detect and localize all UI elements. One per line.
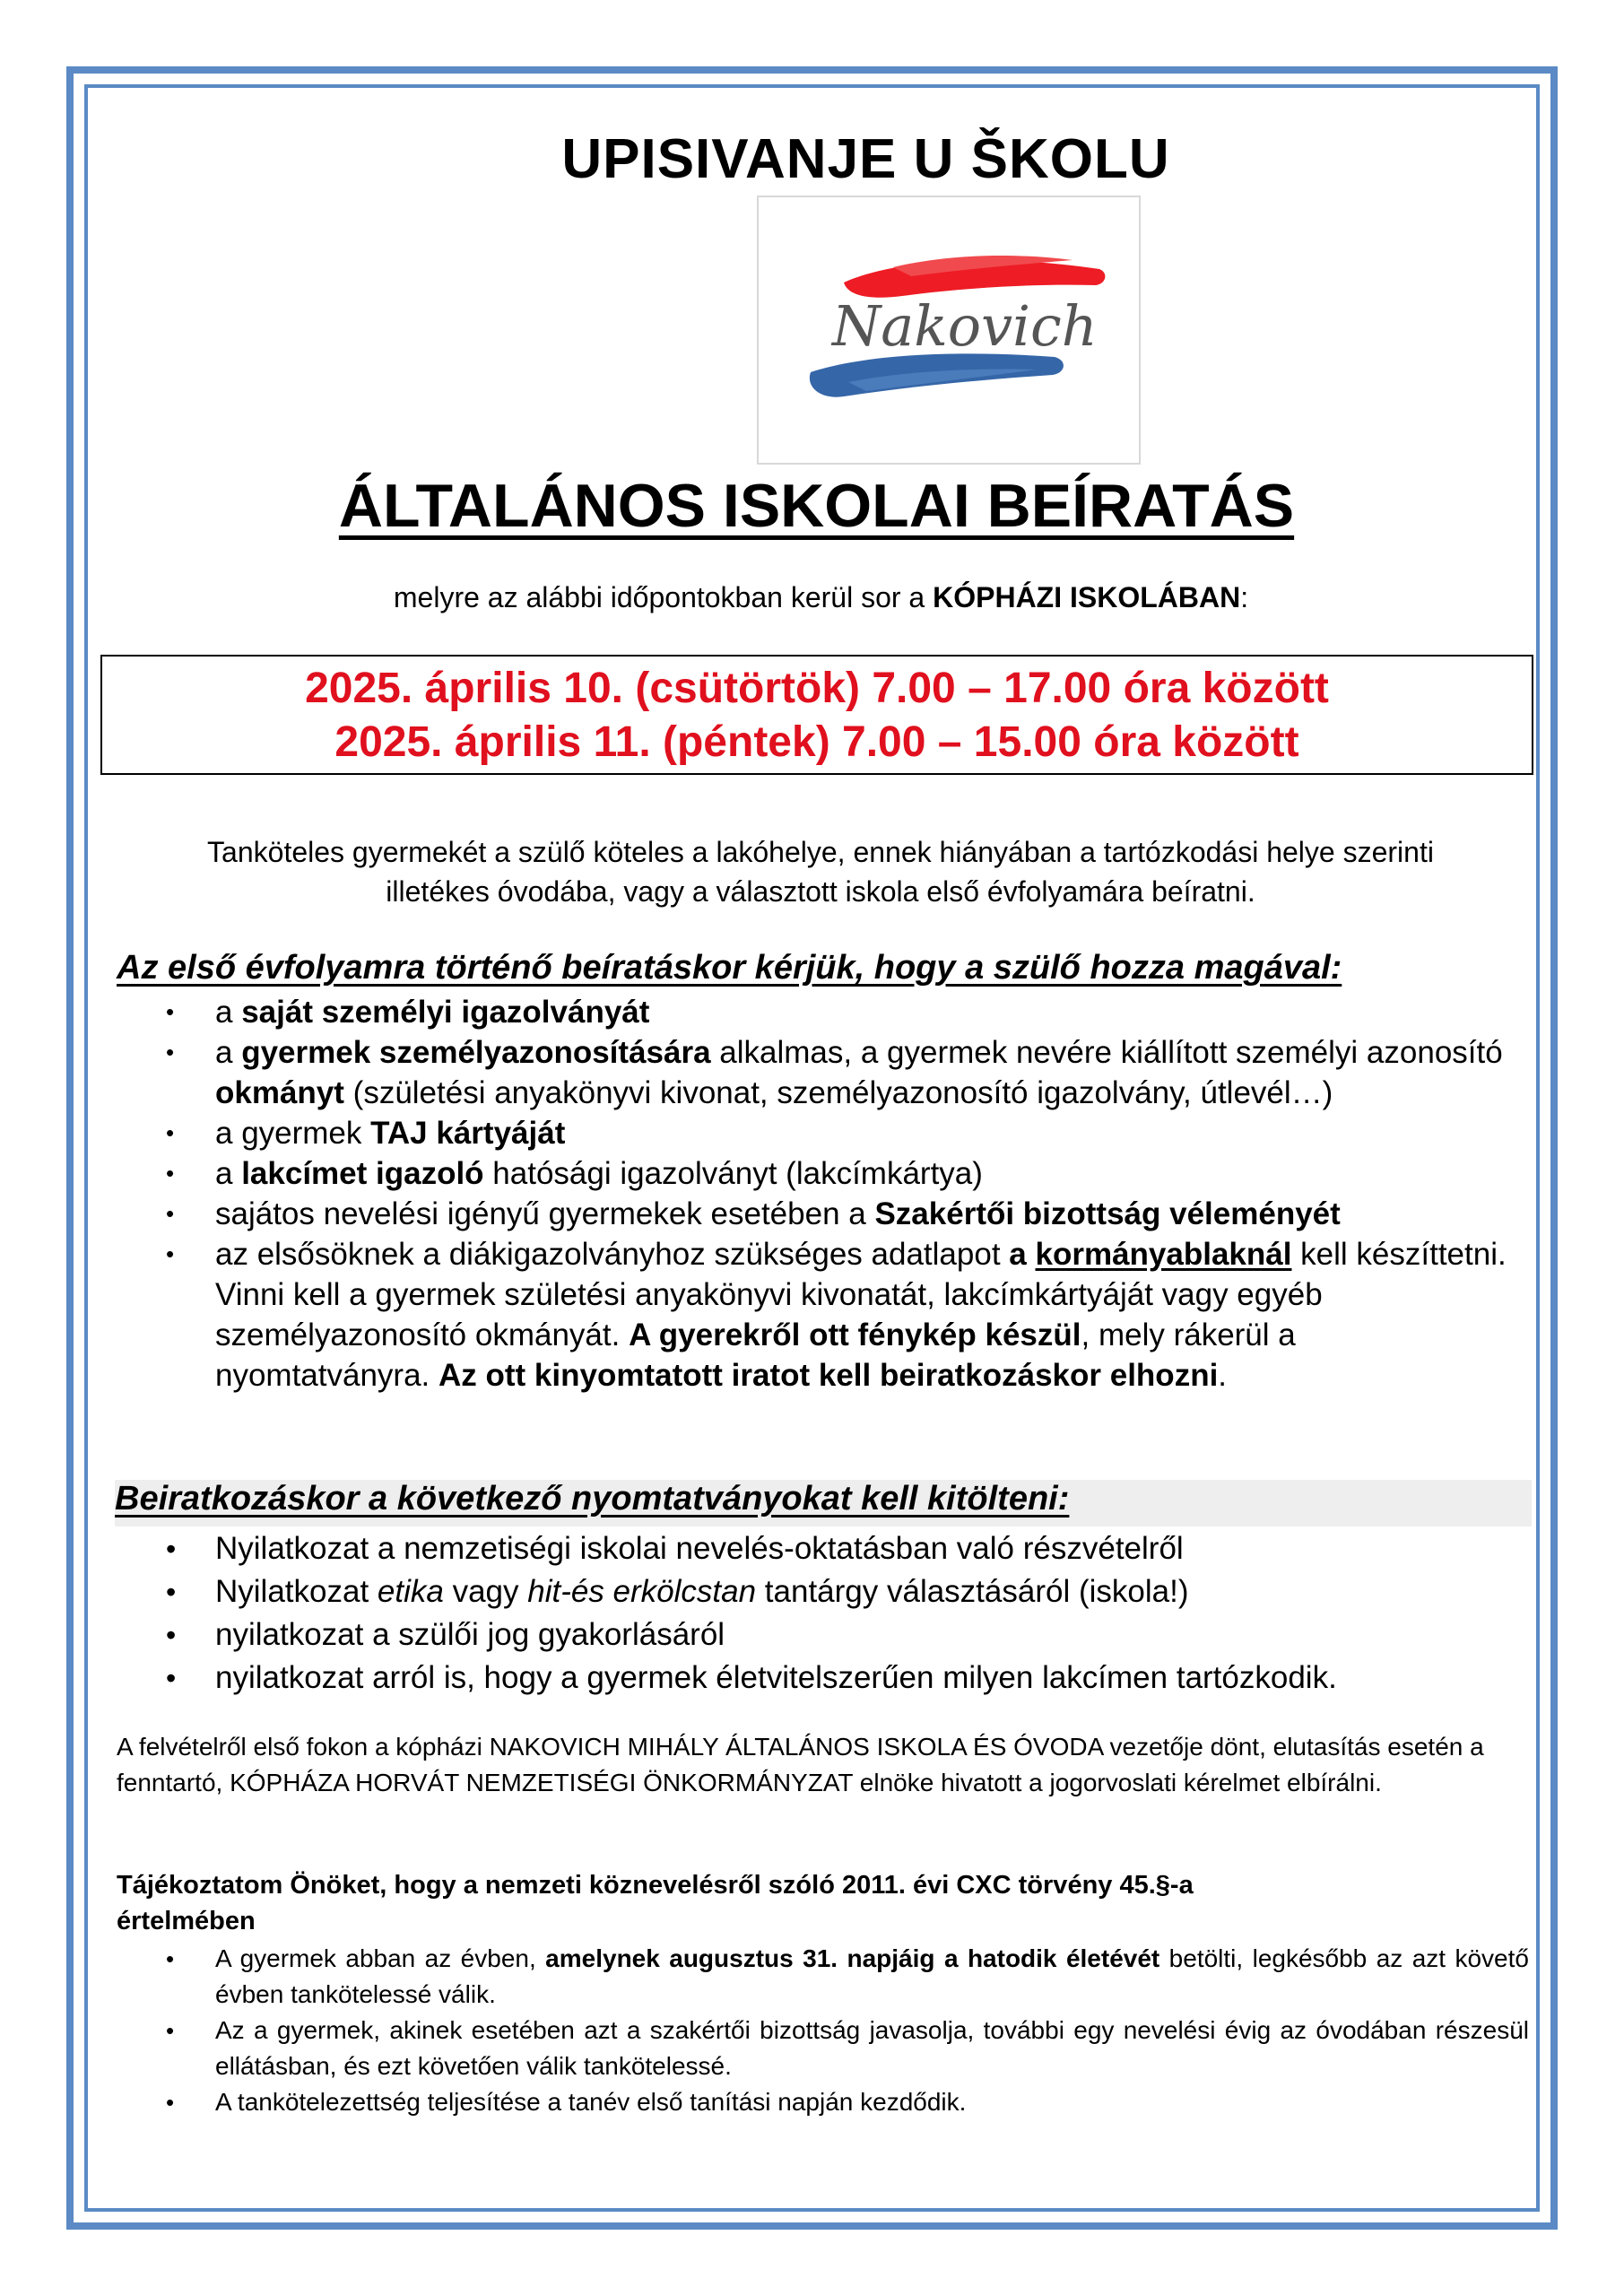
top-title: UPISIVANJE U ŠKOLU	[561, 128, 1170, 190]
list-item: • az elsősöknek a diákigazolványhoz szükséges adatlapot a kormányablaknál kell készíttetni. Vinni kell a gyermek születési anyakönyvi kivonatát, lakcímkártyáját vagy egyéb személyazonosító okmányát. A gyerekről ott fénykép készül, mely rákerül a nyomtatványra. Az ott kinyomtatott iratot kell beiratkozáskor elhozni.	[117, 1234, 1515, 1396]
list-item: • nyilatkozat arról is, hogy a gyermek életvitelszerűen milyen lakcímen tartózkodik.	[117, 1657, 1515, 1700]
list-item: • nyilatkozat a szülői jog gyakorlásáról	[117, 1613, 1515, 1657]
school-logo	[757, 196, 1141, 465]
list-item: • Nyilatkozat a nemzetiségi iskolai nevelés-oktatásban való részvételről	[117, 1527, 1515, 1570]
list-item: • Nyilatkozat etika vagy hit-és erkölcstan tantárgy választásáról (iskola!)	[117, 1570, 1515, 1613]
forms-list	[117, 1527, 1515, 1700]
required-documents-list	[117, 992, 1515, 1396]
list-item: • A gyermek abban az évben, amelynek augusztus 31. napjáig a hatodik életévét betölti, legkésőbb az azt követő évben tankötelessé válik.	[117, 1941, 1529, 2013]
list-item: • a lakcímet igazoló hatósági igazolványt (lakcímkártya)	[117, 1153, 1515, 1194]
date-line-1: 2025. április 10. (csütörtök) 7.00 – 17.00 óra között	[305, 665, 1329, 712]
subtitle-line: melyre az alábbi időpontokban kerül sor a KÓPHÁZI ISKOLÁBAN:	[393, 581, 1249, 613]
law-list	[117, 1941, 1529, 2120]
main-title: ÁLTALÁNOS ISKOLAI BEÍRATÁS	[338, 472, 1295, 540]
law-heading: Tájékoztatom Önöket, hogy a nemzeti köznevelésről szóló 2011. évi CXC törvény 45.§-a értelmében	[117, 1871, 1194, 1935]
section2-heading: Beiratkozáskor a következő nyomtatványokat kell kitölteni:	[115, 1480, 1532, 1526]
logo-text: Nakovich	[832, 293, 1098, 359]
list-item: • Az a gyermek, akinek esetében azt a szakértői bizottság javasolja, további egy nevelési évig az óvodában részesül ellátásban, és ezt követően válik tankötelessé.	[117, 2013, 1529, 2084]
list-item: • A tankötelezettség teljesítése a tanév első tanítási napján kezdődik.	[117, 2084, 1529, 2120]
intro-paragraph: Tanköteles gyermekét a szülő köteles a lakóhelye, ennek hiányában a tartózkodási helye szerinti illetékes óvodába, vagy a választott iskola első évfolyamára beíratni.	[207, 836, 1434, 908]
admission-paragraph: A felvételről első fokon a kópházi NAKOVICH MIHÁLY ÁLTALÁNOS ISKOLA ÉS ÓVODA vezetője dönt, elutasítás esetén a fenntartó, KÓPHÁZA HORVÁT NEMZETISÉGI ÖNKORMÁNYZAT elnöke hivatott a jogorvoslati kérelmet elbírálni.	[117, 1733, 1484, 1796]
list-item: • a gyermek személyazonosítására alkalmas, a gyermek nevére kiállított személyi azonosító okmányt (születési anyakönyvi kivonat, személyazonosító igazolvány, útlevél…)	[117, 1032, 1515, 1113]
date-line-2: 2025. április 11. (péntek) 7.00 – 15.00 óra között	[334, 718, 1299, 766]
list-item: • a gyermek TAJ kártyáját	[117, 1113, 1515, 1153]
nakovich-logo-image	[759, 197, 1139, 463]
list-item: • sajátos nevelési igényű gyermekek esetében a Szakértői bizottság véleményét	[117, 1194, 1515, 1234]
list-item: • a saját személyi igazolványát	[117, 992, 1515, 1032]
enrollment-dates-box	[100, 655, 1533, 775]
section1-heading: Az első évfolyamra történő beíratáskor kérjük, hogy a szülő hozza magával:	[117, 949, 1342, 987]
